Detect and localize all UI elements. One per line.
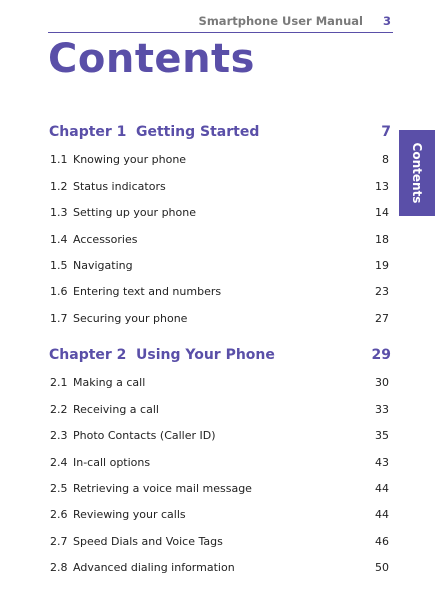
entry-number: 2.8 [50, 561, 68, 574]
toc-entry-2-6[interactable] [48, 508, 389, 524]
entry-number: 2.3 [50, 429, 68, 442]
entry-page: 44 [375, 508, 389, 521]
entry-number: 2.7 [50, 535, 68, 548]
entry-number: 2.5 [50, 482, 68, 495]
entry-title: Entering text and numbers [73, 285, 222, 298]
entry-number: 1.2 [50, 180, 68, 193]
entry-page: 23 [375, 285, 389, 298]
entry-title: Knowing your phone [73, 153, 187, 166]
entry-page: 43 [375, 456, 389, 469]
entry-title: Setting up your phone [73, 206, 196, 219]
toc-entry-2-4[interactable] [48, 456, 389, 472]
chapter-page: 29 [371, 347, 391, 363]
chapter-2-row[interactable] [48, 347, 391, 367]
toc-entry-1-1[interactable] [48, 153, 389, 169]
entry-page: 8 [382, 153, 389, 166]
entry-number: 1.6 [50, 285, 68, 298]
toc-entry-2-1[interactable] [48, 376, 389, 392]
toc-entry-2-5[interactable] [48, 482, 389, 498]
contents-side-tab [399, 130, 435, 216]
chapter-title: Getting Started [136, 124, 260, 140]
toc-entry-2-7[interactable] [48, 535, 389, 551]
entry-title: Advanced dialing information [73, 561, 235, 574]
entry-page: 14 [375, 206, 389, 219]
entry-number: 2.6 [50, 508, 68, 521]
entry-title: Making a call [73, 376, 146, 389]
toc-entry-1-7[interactable] [48, 312, 389, 328]
page-header [48, 14, 393, 33]
page-number: 3 [382, 14, 391, 28]
toc-entry-2-3[interactable] [48, 429, 389, 445]
toc-entry-1-6[interactable] [48, 285, 389, 301]
entry-title: Retrieving a voice mail message [73, 482, 252, 495]
entry-title: Status indicators [73, 180, 166, 193]
toc-entry-1-5[interactable] [48, 259, 389, 275]
manual-title: Smartphone User Manual [198, 14, 363, 28]
entry-number: 2.4 [50, 456, 68, 469]
toc-entry-2-8[interactable] [48, 561, 389, 577]
entry-page: 30 [375, 376, 389, 389]
chapter-1-row[interactable] [48, 124, 391, 144]
chapter-number: Chapter 1 [49, 124, 127, 140]
entry-number: 1.7 [50, 312, 68, 325]
entry-page: 35 [375, 429, 389, 442]
chapter-title: Using Your Phone [136, 347, 275, 363]
entry-number: 1.5 [50, 259, 68, 272]
chapter-page: 7 [381, 124, 391, 140]
toc-entry-1-2[interactable] [48, 180, 389, 196]
side-tab-label: Contents [410, 142, 424, 204]
page-title: Contents [48, 36, 255, 82]
entry-number: 1.4 [50, 233, 68, 246]
chapter-number: Chapter 2 [49, 347, 127, 363]
entry-page: 46 [375, 535, 389, 548]
entry-title: In-call options [73, 456, 151, 469]
toc-entry-1-3[interactable] [48, 206, 389, 222]
entry-page: 18 [375, 233, 389, 246]
entry-number: 1.3 [50, 206, 68, 219]
entry-page: 19 [375, 259, 389, 272]
entry-title: Accessories [73, 233, 138, 246]
entry-page: 13 [375, 180, 389, 193]
entry-title: Photo Contacts (Caller ID) [73, 429, 216, 442]
entry-title: Reviewing your calls [73, 508, 186, 521]
entry-page: 44 [375, 482, 389, 495]
entry-page: 50 [375, 561, 389, 574]
entry-title: Navigating [73, 259, 133, 272]
entry-page: 33 [375, 403, 389, 416]
toc-entry-1-4[interactable] [48, 233, 389, 249]
entry-number: 1.1 [50, 153, 68, 166]
entry-page: 27 [375, 312, 389, 325]
entry-number: 2.1 [50, 376, 68, 389]
toc-entry-2-2[interactable] [48, 403, 389, 419]
entry-title: Speed Dials and Voice Tags [73, 535, 223, 548]
entry-title: Securing your phone [73, 312, 188, 325]
entry-title: Receiving a call [73, 403, 159, 416]
entry-number: 2.2 [50, 403, 68, 416]
